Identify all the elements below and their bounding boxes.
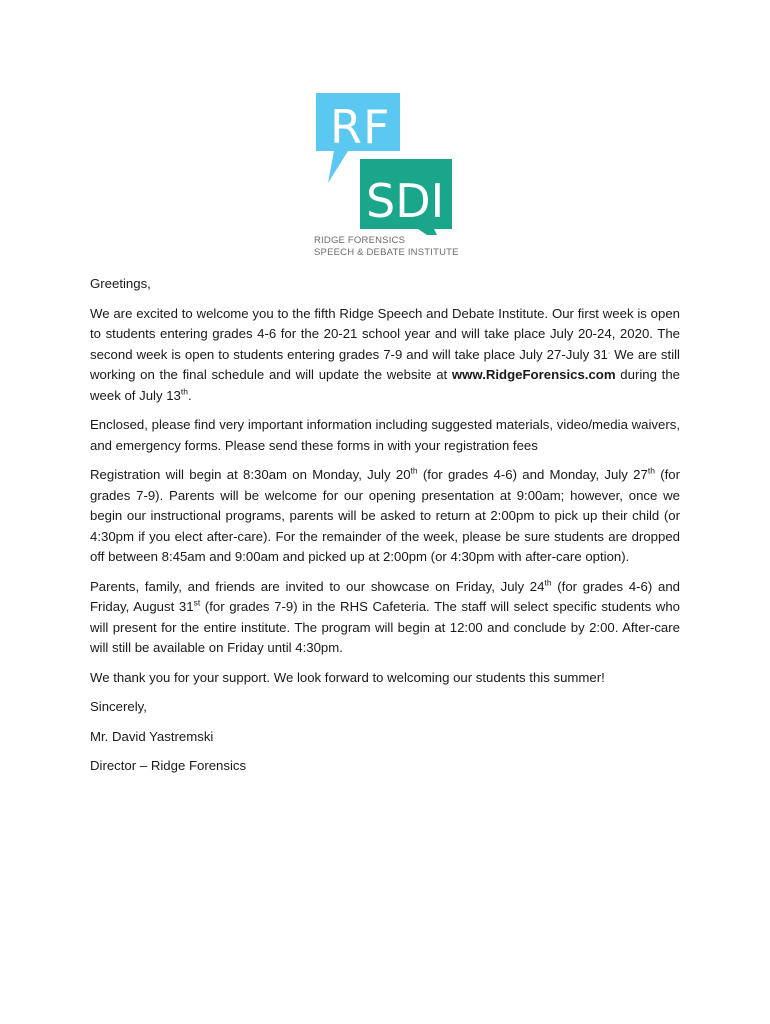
website-link[interactable]: www.RidgeForensics.com: [451, 367, 616, 382]
p4-text-b: (for grades 4-6) and Friday, August 31: [90, 578, 681, 614]
p1-text-a: We are excited to welcome you to the fifth Ridge Speech and Debate Institute. Our first week is open to students entering grades 4-6 for the 20-21 school year and will take place July 20-24, 2020. The second week is open to students entering grades 7-9 and will take place July 27-July 31: [90, 305, 680, 362]
rfsdi-logo: [314, 93, 459, 261]
p1-text-c: during the week of July 13: [90, 367, 681, 403]
paragraph-thanks: We thank you for your support. We look forward to welcoming our students this summer!: [90, 669, 605, 685]
p4-text-c: (for grades 7-9) in the RHS Cafeteria. The staff will select specific students who will present for the entire institute. The program will begin at 12:00 and conclude by 2:00. After-care will still be available on Friday until 4:30pm.: [90, 599, 680, 655]
logo-sdi-text: SDI: [366, 174, 445, 228]
logo-rf-text: RF: [330, 100, 391, 154]
p1-sup-c: th: [180, 386, 188, 397]
signer-name: Mr. David Yastremski: [90, 728, 214, 744]
logo-caption: [314, 235, 459, 259]
p1-text-b: We are still working on the final schedule and will update the website at: [90, 346, 680, 382]
p3-text-a: Registration will begin at 8:30am on Monday, July 20: [90, 467, 411, 482]
p4-sup-a: th: [544, 577, 552, 588]
closing: Sincerely,: [90, 699, 147, 714]
logo-caption-line1: RIDGE FORENSICS: [314, 235, 406, 246]
paragraph-welcome: [90, 304, 680, 407]
signer-title: Director – Ridge Forensics: [90, 758, 247, 773]
p1-sup-a: .: [607, 345, 611, 356]
greeting: Greetings,: [90, 276, 151, 291]
p3-sup-b: th: [647, 465, 655, 476]
paragraph-registration: [90, 465, 680, 568]
p4-text-a: Parents, family, and friends are invited to our showcase on Friday, July 24: [90, 578, 545, 594]
p4-sup-b: st: [193, 597, 201, 608]
p3-text-b: (for grades 4-6) and Monday, July 27: [417, 467, 648, 482]
paragraph-enclosed: Enclosed, please find very important information including suggested materials, video/media waivers, and emergency forms. Please send these forms in with your registration fees: [90, 417, 680, 453]
p3-sup-a: th: [410, 465, 418, 476]
paragraph-showcase: [90, 577, 680, 659]
logo-caption-line2: SPEECH & DEBATE INSTITUTE: [314, 247, 459, 258]
letter-body: [90, 274, 680, 786]
logo-speech-bubbles: [314, 93, 456, 235]
p1-text-d: .: [188, 387, 192, 403]
p3-text-c: (for grades 7-9). Parents will be welcome for our opening presentation at 9:00am; however, once we begin our instructional programs, parents will be asked to return at 2:00pm to pick up their child (or 4:30pm if you elect after-care). For the remainder of the week, please be sure students are dropped off between 8:45am and 9:00am and picked up at 2:00pm (or 4:30pm with after-care option).: [90, 467, 680, 564]
